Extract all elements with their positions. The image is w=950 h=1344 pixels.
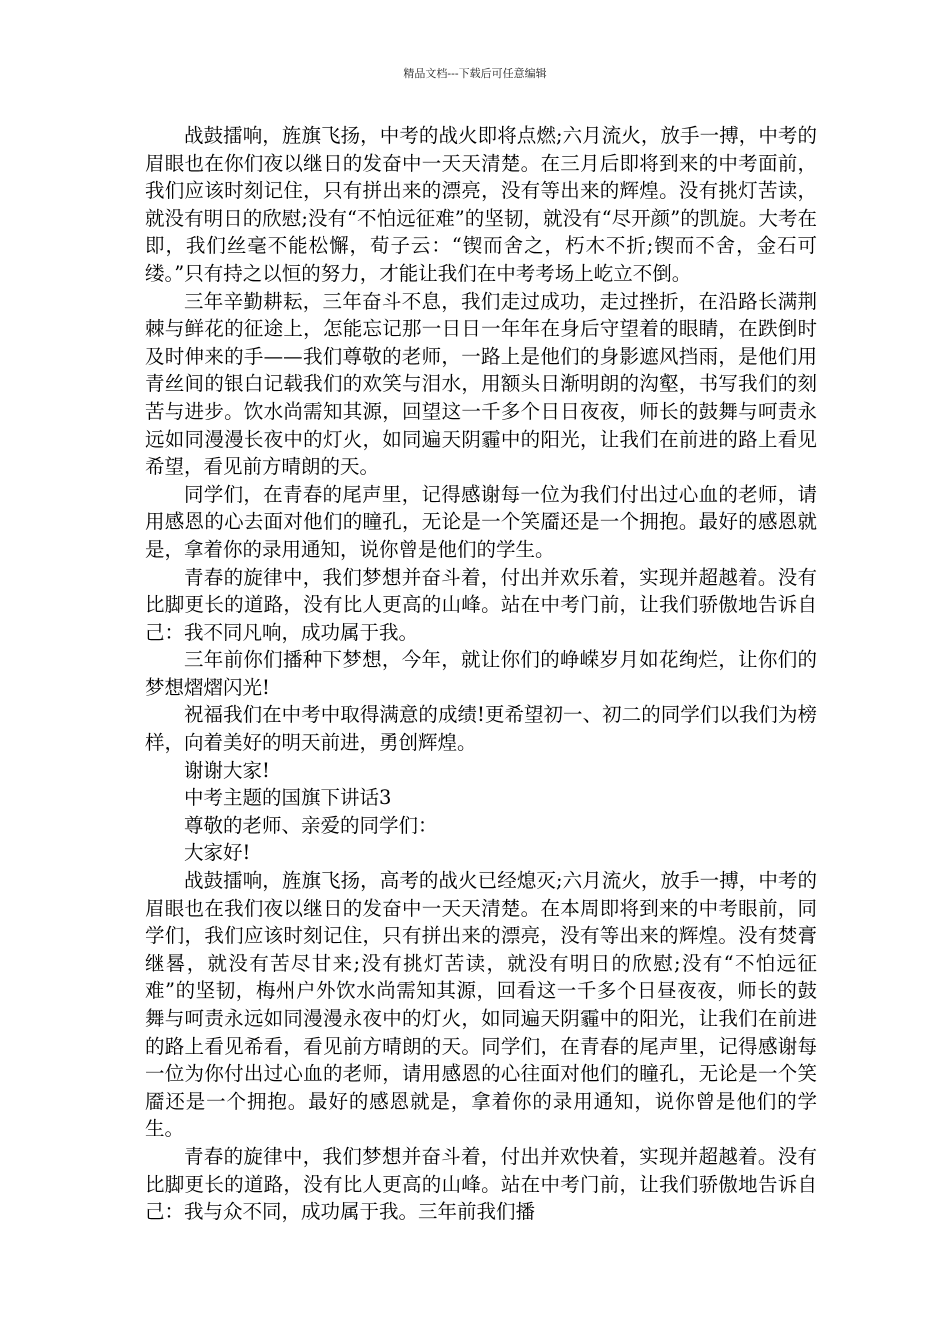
thanks-line: 谢谢大家!: [184, 758, 270, 782]
paragraph-2: 三年辛勤耕耘，三年奋斗不息，我们走过成功，走过挫折，在沿路长满荆棘与鲜花的征途上，怎能忘记那一日日一年年在身后守望着的眼睛，在跌倒时及时伸来的手——我们尊敬的老师，一路上是他们的身影遮风挡雨，是他们用青丝间的银白记载我们的欢笑与泪水，用额头日渐明朗的沟壑，书写我们的刻苦与进步。饮水尚需知其源，回望这一千多个日日夜夜，师长的鼓舞与呵责永远如同漫漫长夜中的灯火，如同遍天阴霾中的阳光，让我们在前进的路上看见希望，看见前方晴朗的天。: [145, 289, 817, 479]
page-header: 精品文档---下载后可任意编辑: [403, 67, 547, 80]
salutation: 尊敬的老师、亲爱的同学们：: [184, 813, 438, 837]
paragraph-4: 青春的旋律中，我们梦想并奋斗着，付出并欢乐着，实现并超越着。没有比脚更长的道路，没有比人更高的山峰。站在中考门前，让我们骄傲地告诉自己：我不同凡响，成功属于我。: [145, 565, 817, 644]
paragraph-3: 同学们，在青春的尾声里，记得感谢每一位为我们付出过心血的老师，请用感恩的心去面对他们的瞳孔，无论是一个笑靥还是一个拥抱。最好的感恩就是，拿着你的录用通知，说你曾是他们的学生。: [145, 482, 817, 561]
paragraph-6: 祝福我们在中考中取得满意的成绩!更希望初一、初二的同学们以我们为榜样，向着美好的明天前进，勇创辉煌。: [145, 703, 817, 755]
document-body: [145, 122, 817, 1226]
section-title: 中考主题的国旗下讲话3: [184, 786, 392, 810]
paragraph-5: 三年前你们播种下梦想，今年，就让你们的峥嵘岁月如花绚烂，让你们的梦想熠熠闪光!: [145, 648, 817, 699]
paragraph-1: 战鼓擂响，旌旗飞扬，中考的战火即将点燃;六月流火，放手一搏，中考的眉眼也在你们夜以继日的发奋中一天天清楚。在三月后即将到来的中考面前，我们应该时刻记住，只有拼出来的漂亮，没有等出来的辉煌。没有挑灯苦读，就没有明日的欣慰;没有“不怕远征难”的坚韧，就没有“尽开颜”的凯旋。大考在即，我们丝毫不能松懈，荀子云：“锲而舍之，朽木不折;锲而不舍，金石可缕。”只有持之以恒的努力，才能让我们在中考考场上屹立不倒。: [145, 124, 817, 285]
paragraph-8: 青春的旋律中，我们梦想并奋斗着，付出并欢快着，实现并超越着。没有比脚更长的道路，没有比人更高的山峰。站在中考门前，让我们骄傲地告诉自己：我与众不同，成功属于我。三年前我们播: [145, 1144, 817, 1224]
greeting: 大家好!: [184, 841, 251, 865]
paragraph-7: 战鼓擂响，旌旗飞扬，高考的战火已经熄灭;六月流火，放手一搏，中考的眉眼也在我们夜以继日的发奋中一天天清楚。在本周即将到来的中考眼前，同学们，我们应该时刻记住，只有拼出来的漂亮，没有等出来的辉煌。没有焚膏继晷，就没有苦尽甘来;没有挑灯苦读，就没有明日的欣慰;没有“不怕远征难”的坚韧，梅州户外饮水尚需知其源，回看这一千多个日昼夜夜，师长的鼓舞与呵责永远如同漫漫永夜中的灯火，如同遍天阴霾中的阳光，让我们在前进的路上看见希看，看见前方晴朗的天。同学们，在青春的尾声里，记得感谢每一位为你付出过心血的老师，请用感恩的心往面对他们的瞳孔，无论是一个笑靥还是一个拥抱。最好的感恩就是，拿着你的录用通知，说你曾是他们的学生。: [145, 869, 817, 1141]
